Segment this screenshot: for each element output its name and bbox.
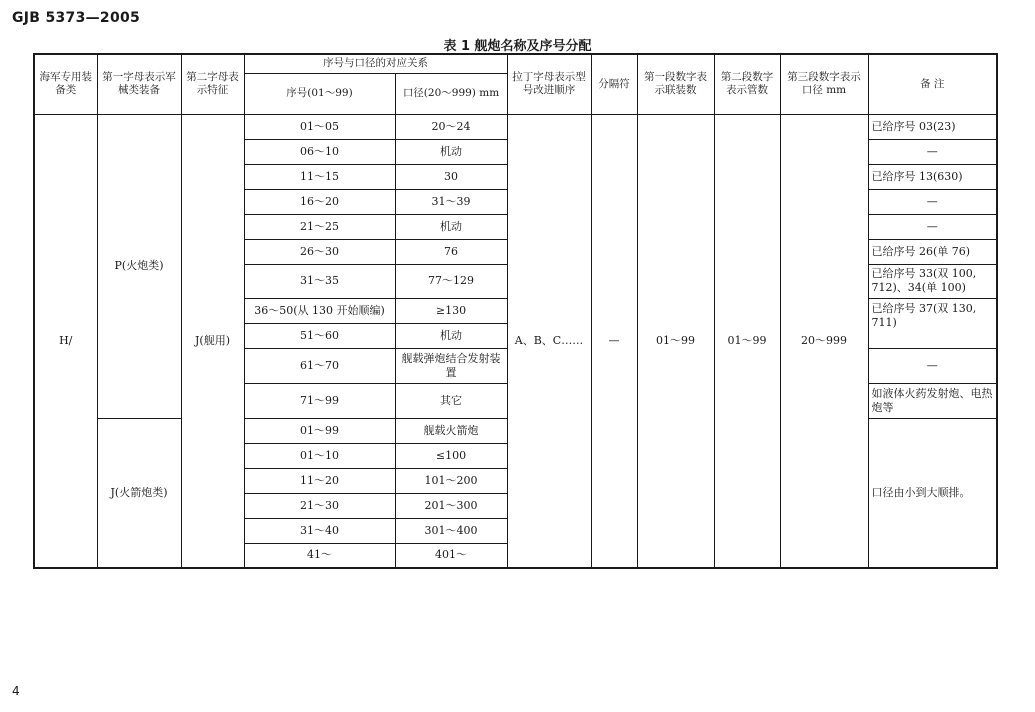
remark-cell: — xyxy=(868,139,997,164)
page-number: 4 xyxy=(12,684,20,698)
seg2-cell: 01～99 xyxy=(714,114,780,568)
seq-cell: 41～ xyxy=(244,543,395,568)
second-letter-cell: J(舰用) xyxy=(181,114,244,568)
seq-cell: 31～40 xyxy=(244,518,395,543)
caliber-cell: 机动 xyxy=(395,214,507,239)
seq-cell: 21～25 xyxy=(244,214,395,239)
seq-cell: 71～99 xyxy=(244,383,395,418)
latin-order-cell: A、B、C…… xyxy=(507,114,591,568)
seq-cell: 01～99 xyxy=(244,418,395,443)
caliber-cell: 20～24 xyxy=(395,114,507,139)
caliber-cell: 舰载火箭炮 xyxy=(395,418,507,443)
seq-cell: 01～10 xyxy=(244,443,395,468)
caliber-cell: ≥130 xyxy=(395,298,507,323)
caliber-cell: 舰载弹炮结合发射装置 xyxy=(395,348,507,383)
caliber-cell: 401～ xyxy=(395,543,507,568)
seq-cell: 26～30 xyxy=(244,239,395,264)
header-relation: 序号与口径的对应关系 xyxy=(244,54,507,73)
seq-cell: 01～05 xyxy=(244,114,395,139)
table-caption: 表 1 舰炮名称及序号分配 xyxy=(443,39,592,54)
caliber-cell: 77～129 xyxy=(395,264,507,298)
header-latin: 拉丁字母表示型号改进顺序 xyxy=(507,54,591,114)
header-seg1: 第一段数字表示联装数 xyxy=(637,54,714,114)
seq-cell: 16～20 xyxy=(244,189,395,214)
category-gun-cell: P(火炮类) xyxy=(97,114,181,418)
remark-cell: 已给序号 13(630) xyxy=(868,164,997,189)
caliber-cell: 31～39 xyxy=(395,189,507,214)
remark-cell: — xyxy=(868,214,997,239)
remark-cell: — xyxy=(868,348,997,383)
caliber-cell: 301～400 xyxy=(395,518,507,543)
seg3-cell: 20～999 xyxy=(780,114,868,568)
remark-cell: 已给序号 03(23) xyxy=(868,114,997,139)
caliber-cell: 机动 xyxy=(395,139,507,164)
separator-cell: — xyxy=(591,114,637,568)
remark-cell: 已给序号 26(单 76) xyxy=(868,239,997,264)
seq-cell: 11～15 xyxy=(244,164,395,189)
seq-cell: 61～70 xyxy=(244,348,395,383)
header-caliber: 口径(20～999) mm xyxy=(395,73,507,114)
seq-cell: 36～50(从 130 开始顺编) xyxy=(244,298,395,323)
header-remark: 备 注 xyxy=(868,54,997,114)
caliber-cell: 机动 xyxy=(395,323,507,348)
remark-cell: — xyxy=(868,189,997,214)
seq-cell: 51～60 xyxy=(244,323,395,348)
header-seg3: 第三段数字表示口径 mm xyxy=(780,54,868,114)
header-seg2: 第二段数字表示管数 xyxy=(714,54,780,114)
seg1-cell: 01～99 xyxy=(637,114,714,568)
caliber-cell: 30 xyxy=(395,164,507,189)
seq-cell: 21～30 xyxy=(244,493,395,518)
caliber-cell: 101～200 xyxy=(395,468,507,493)
navy-class-cell: H/ xyxy=(34,114,97,568)
caliber-cell: 其它 xyxy=(395,383,507,418)
seq-cell: 11～20 xyxy=(244,468,395,493)
header-seq: 序号(01～99) xyxy=(244,73,395,114)
seq-cell: 06～10 xyxy=(244,139,395,164)
caliber-cell: ≤100 xyxy=(395,443,507,468)
category-rocket-cell: J(火箭炮类) xyxy=(97,418,181,568)
caliber-cell: 201～300 xyxy=(395,493,507,518)
remark-cell: 已给序号 33(双 100, 712)、34(单 100) xyxy=(868,264,997,298)
gun-name-table xyxy=(33,53,998,569)
remark-cell: 口径由小到大顺排。 xyxy=(868,418,997,568)
header-separator: 分隔符 xyxy=(591,54,637,114)
header-first-letter: 第一字母表示军械类装备 xyxy=(97,54,181,114)
header-second-letter: 第二字母表示特征 xyxy=(181,54,244,114)
seq-cell: 31～35 xyxy=(244,264,395,298)
remark-cell: 已给序号 37(双 130, 711) xyxy=(868,298,997,348)
standard-code: GJB 5373—2005 xyxy=(12,10,141,26)
caliber-cell: 76 xyxy=(395,239,507,264)
header-navy: 海军专用装备类 xyxy=(34,54,97,114)
remark-cell: 如液体火药发射炮、电热炮等 xyxy=(868,383,997,418)
